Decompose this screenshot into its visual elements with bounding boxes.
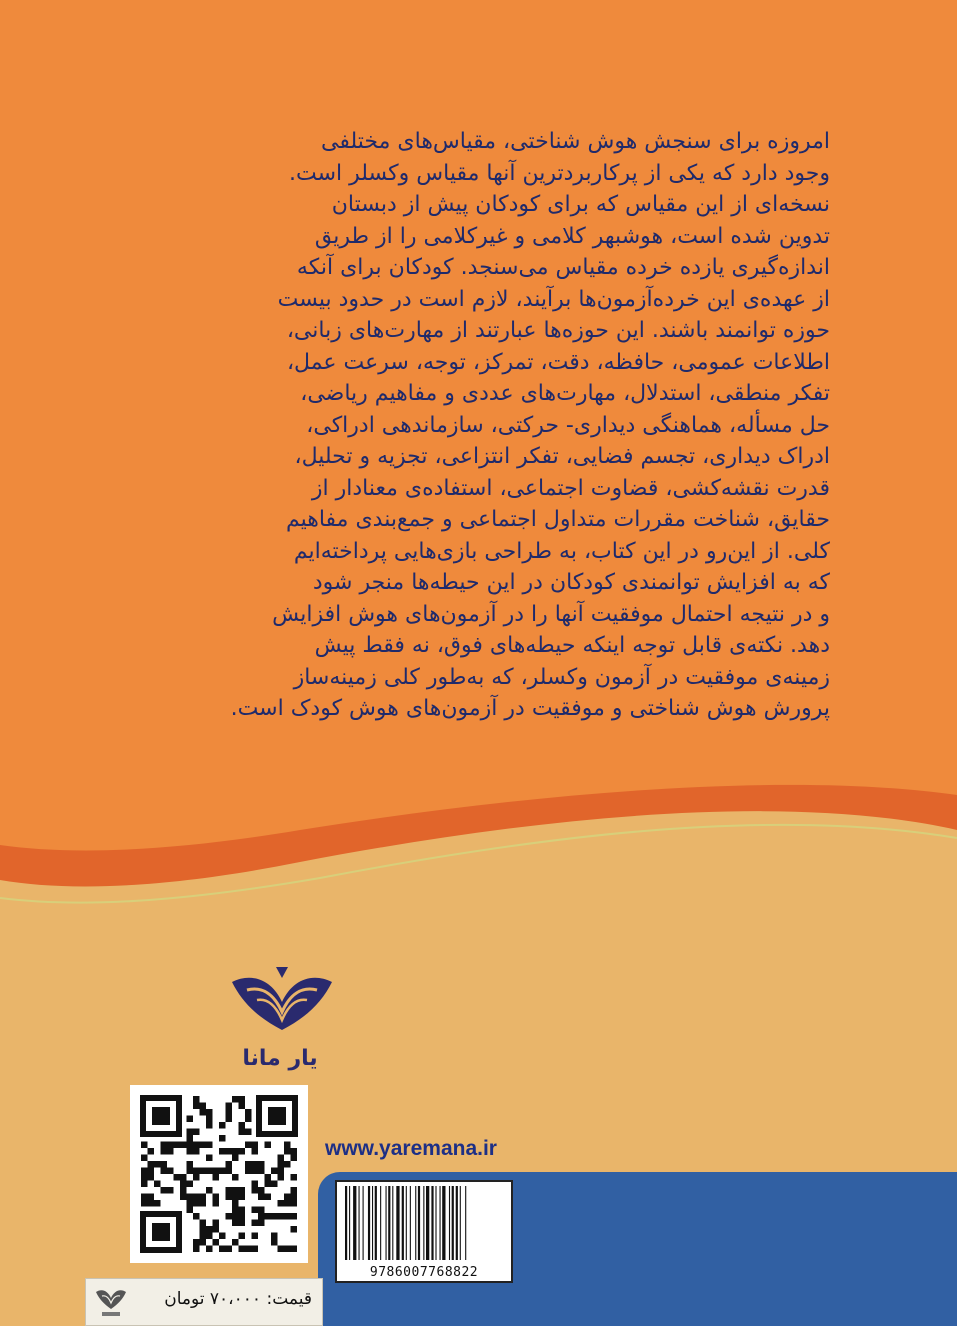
blurb-text (110, 126, 830, 725)
blurb-line: تفکر منطقی، استدلال، مهارت‌های عددی و مفاهیم ریاضی، (300, 381, 830, 406)
blurb-line: که به افزایش توانمندی کودکان در این حیطه‌ها منجر شود (312, 570, 830, 595)
blurb-line: نسخه‌ای از این مقیاس که برای کودکان پیش از دبستان (331, 192, 830, 217)
isbn-barcode (335, 1180, 513, 1283)
blurb-line: قدرت نقشه‌کشی، قضاوت اجتماعی، استفاده‌ی معنادار از (311, 475, 830, 501)
price-sticker (85, 1278, 323, 1326)
publisher-website-link[interactable]: www.yaremana.ir (325, 1137, 497, 1160)
blurb-line: اطلاعات عمومی، حافظه، دقت، تمرکز، توجه، سرعت عمل، (286, 349, 830, 375)
blurb-line: حوزه توانمند باشند. این حوزه‌ها عبارتند از مهارت‌های زبانی، (286, 318, 830, 343)
blurb-line: امروزه برای سنجش هوش شناختی، مقیاس‌های مختلفی (321, 129, 830, 154)
qr-code-icon[interactable] (130, 1085, 308, 1263)
publisher-mini-logo-icon (94, 1284, 128, 1320)
barcode-bars-icon (343, 1186, 505, 1264)
blurb-line: حقایق، شناخت مقررات متداول اجتماعی و جمع‌بندی مفاهیم (285, 507, 830, 532)
blurb-line: تدوین شده است، هوشبهر کلامی و غیرکلامی را از طریق (314, 223, 830, 249)
blurb-line: از عهده‌ی این خرده‌آزمون‌ها برآیند، لازم است در حدود بیست (277, 286, 830, 312)
blurb-line: و در نتیجه احتمال موفقیت آنها را در آزمون‌های هوش افزایش (272, 601, 830, 627)
blurb-line: وجود دارد که یکی از پرکاربردترین آنها مقیاس وکسلر است. (289, 160, 830, 186)
price-label: قیمت: ۷۰،۰۰۰ تومان (164, 1289, 312, 1309)
blurb-line: کلی. از این‌رو در این کتاب، به طراحی بازی‌هایی پرداخته‌ایم (293, 538, 830, 564)
publisher-name: یار مانا (242, 1046, 318, 1071)
blurb-line: حل مسأله، هماهنگی دیداری- حرکتی، سازماندهی ادراکی، (306, 412, 830, 438)
blurb-line: اندازه‌گیری یازده خرده مقیاس می‌سنجد. کودکان برای آنکه (296, 255, 830, 280)
blurb-line: زمینه‌ی موفقیت در آزمون وکسلر، که به‌طور کلی زمینه‌ساز (293, 664, 830, 690)
blurb-line: دهد. نکته‌ی قابل توجه اینکه حیطه‌های فوق، نه فقط پیش (314, 633, 830, 658)
isbn-number: 9786007768822 (369, 1265, 479, 1280)
blurb-line: ادراک دیداری، تجسم فضایی، تفکر انتزاعی، تجزیه و تحلیل، (294, 444, 830, 469)
blurb-line: پرورش هوش شناختی و موفقیت در آزمون‌های هوش کودک است. (230, 696, 830, 721)
